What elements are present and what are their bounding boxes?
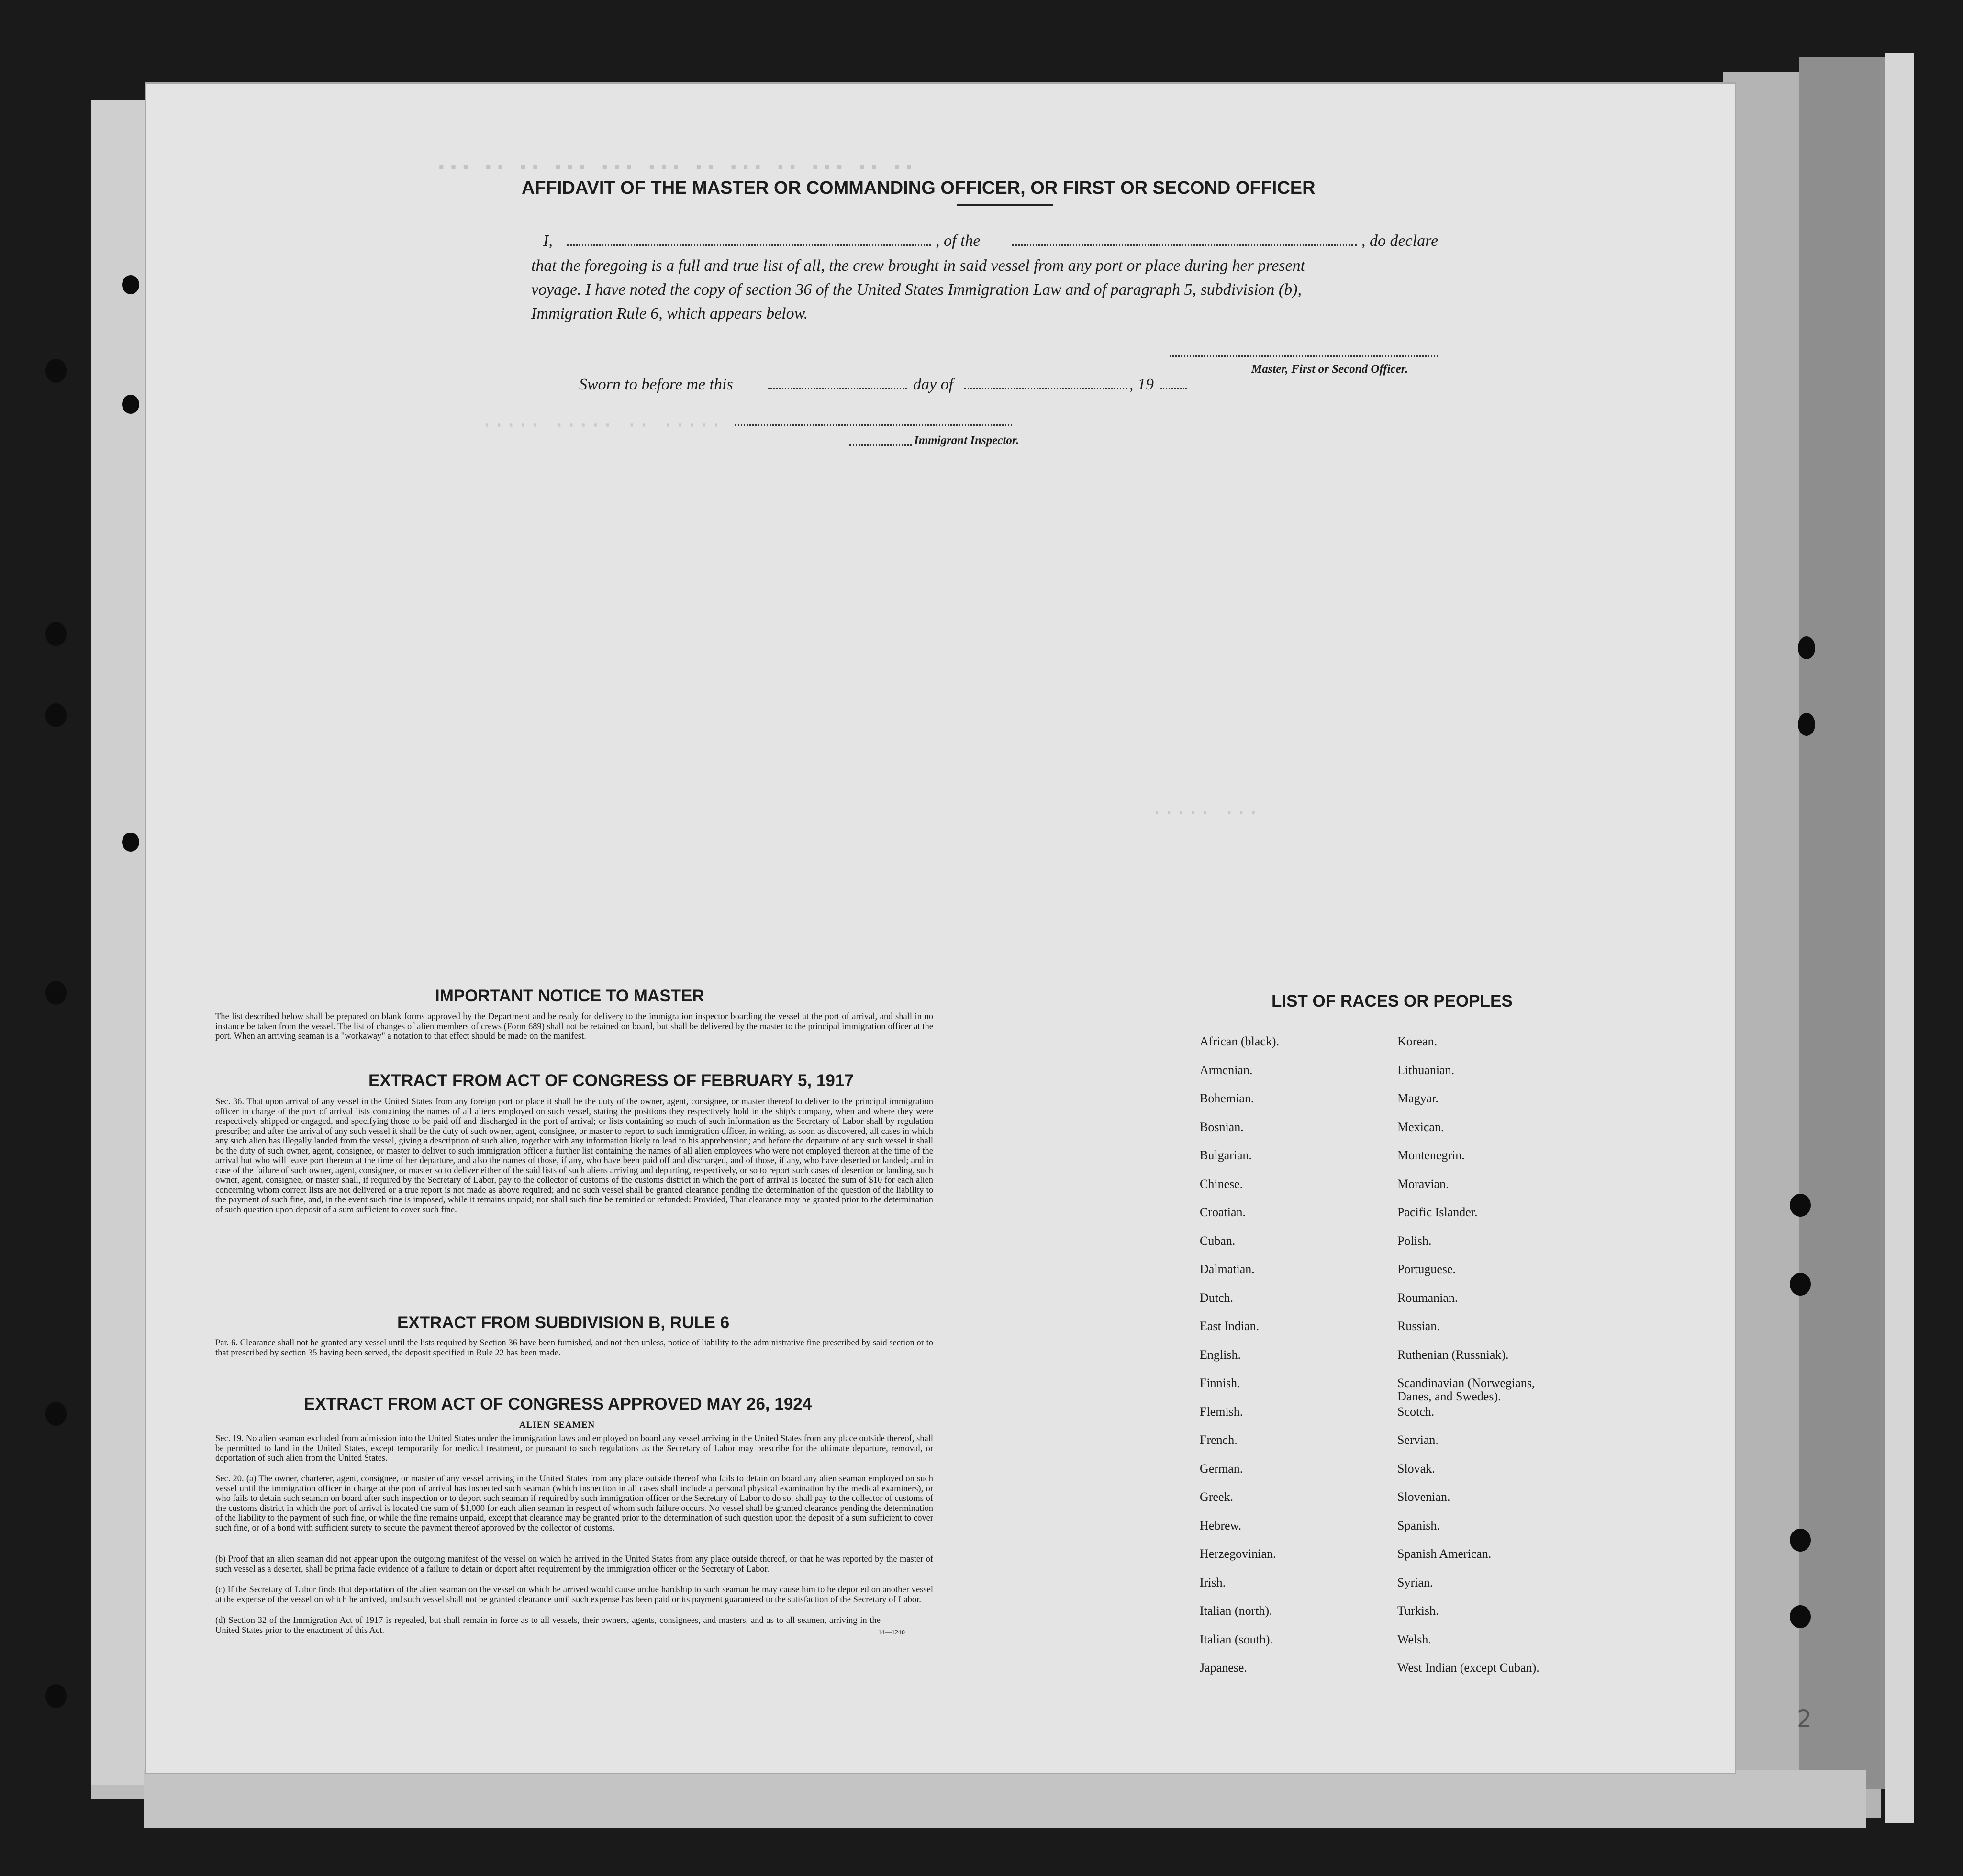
punch-hole [45,359,67,383]
sworn-month-blank[interactable] [964,388,1127,389]
handwritten-page-mark: 2 [1797,1706,1812,1732]
race-item: Syrian. [1397,1575,1433,1589]
punch-hole [1790,1273,1811,1296]
race-item: Slovak. [1397,1461,1435,1476]
race-item: Montenegrin. [1397,1148,1465,1162]
master-signature-line[interactable] [1170,355,1438,357]
extract-1924-sec19: Sec. 19. No alien seaman excluded from admission into the United States under the immigration laws and employed on board any vessel arriving in the United States from any place outside thereof, shall be permitted to land in the United States, except temporarily for medical treatment, or pursuant to such regulations as the Secretary of Labor may prescribe for the ultimate departure, removal, or deportation of such alien from the United States. [215,1434,933,1463]
race-item: French. [1200,1433,1238,1447]
race-item: Armenian. [1200,1063,1253,1077]
punch-hole [1798,713,1815,736]
race-item: German. [1200,1461,1243,1476]
affidavit-title: AFFIDAVIT OF THE MASTER OR COMMANDING OFFICER, OR FIRST OR SECOND OFFICER [522,178,1316,198]
punch-hole [45,981,67,1005]
punch-hole [122,833,139,852]
punch-hole [45,1402,67,1426]
race-item: West Indian (except Cuban). [1397,1661,1539,1675]
inspector-caption-lead [849,444,912,446]
extract-1924-sec20a: Sec. 20. (a) The owner, charterer, agent, consignee, or master of any vessel arriving in the United States from any place outside thereof who fails to detain on board any alien seaman employed on such vessel until the immigration officer in charge at the port of arrival has inspected such seaman (which inspection in all cases shall include a personal physical examination by the medical examiners), or who fails to detain such seaman on board after such inspection or to deport such seaman if required by such immigration officer or the Secretary of Labor to do so, shall pay to the collector of customs of the customs district in which the port of arrival is located the sum of $1,000 for each alien seaman in respect of whom such failure occurs. No vessel shall be granted clearance pending the determination of the liability to the payment of such fine, or while the fine remains unpaid, except that clearance may be granted prior to the determination of such question upon the deposit of a sum sufficient to cover such fine, or of a bond with sufficient surety to secure the payment thereof approved by the collector of customs. [215,1474,933,1533]
affidavit-declare: , do declare [1361,232,1439,250]
race-item: Croatian. [1200,1205,1246,1219]
punch-hole [45,622,67,646]
race-item: Pacific Islander. [1397,1205,1478,1219]
affidavit-i: I, [543,232,553,250]
race-item: Flemish. [1200,1404,1243,1419]
affidavit-line-3: voyage. I have noted the copy of section 36 of the United States Immigration Law and of paragraph 5, subdivision (b), [531,281,1302,299]
extract-1924-heading: EXTRACT FROM ACT OF CONGRESS APPROVED MAY 26, 1924 [304,1395,812,1413]
race-item: Hebrew. [1200,1518,1242,1532]
extract-rule6-text: Par. 6. Clearance shall not be granted any vessel until the lists required by Section 36 have been furnished, and not then unless, notice of liability to the administrative fine prescribed by said section or to that prescribed by section 35 having been served, the deposit specified in Rule 22 has been made. [215,1338,933,1358]
race-item: Servian. [1397,1433,1439,1447]
race-item: Slovenian. [1397,1490,1450,1504]
race-item: Mexican. [1397,1120,1444,1134]
race-item: Bohemian. [1200,1091,1254,1105]
race-item: Bulgarian. [1200,1148,1252,1162]
day-of-text: day of [913,376,954,393]
race-item: English. [1200,1347,1241,1362]
race-item: Scandinavian (Norwegians, Danes, and Swedes). [1397,1376,1535,1403]
extract-1924-sec20c: (c) If the Secretary of Labor finds that deportation of the alien seaman on the vessel on which he arrived would cause undue hardship to such seaman he may cause him to be deported on another vessel at the expense of the vessel on which he arrived, and such vessel shall not be granted clearance until such expense has been paid or its payment guaranteed to the satisfaction of the Secretary of Labor. [215,1585,933,1605]
race-item: Ruthenian (Russniak). [1397,1347,1509,1362]
race-item: Russian. [1397,1319,1440,1333]
race-item: Dalmatian. [1200,1262,1255,1276]
bleed-through-marks: ····· ····· ·· ····· [481,414,723,437]
extract-1917-heading: EXTRACT FROM ACT OF CONGRESS OF FEBRUARY 5, 1917 [368,1071,854,1090]
race-item: Irish. [1200,1575,1226,1589]
race-item: Cuban. [1200,1233,1236,1248]
race-item: Lithuanian. [1397,1063,1455,1077]
crew-manifest-reverse-page [146,84,1812,1773]
punch-hole [45,1684,67,1708]
name-blank[interactable] [567,244,931,246]
title-rule [957,204,1053,206]
punch-hole [1790,1194,1811,1217]
race-item: Korean. [1397,1034,1438,1048]
race-item: Roumanian. [1397,1290,1458,1305]
bleed-through-header: ·· ·· ··· ·· ··· ·· ··· ··· ··· ·· ·· ··· [433,151,913,182]
punch-hole [1790,1529,1811,1552]
punch-hole [1798,636,1815,659]
race-item: Chinese. [1200,1177,1243,1191]
master-signature-caption: Master, First or Second Officer. [1251,363,1408,376]
extract-1924-sec20b: (b) Proof that an alien seaman did not appear upon the outgoing manifest of the vessel on which he arrived in the United States from any place outside thereof, or that he was reported by the master of such vessel as a deserter, shall be prima facie evidence of a failure to detain or deport after requirement by the immigration officer or the Secretary of Labor. [215,1554,933,1574]
race-item: Magyar. [1397,1091,1439,1105]
extract-1924-sec20d: (d) Section 32 of the Immigration Act of 1917 is repealed, but shall remain in force as to all vessels, their owners, agents, consignees, and masters, and as to all seamen, arriving in the United States prior to the enactment of this Act. [215,1616,881,1635]
race-item: Scotch. [1397,1404,1435,1419]
affidavit-of-the: , of the [936,232,981,250]
extract-rule6-heading: EXTRACT FROM SUBDIVISION B, RULE 6 [397,1313,730,1332]
notice-heading: IMPORTANT NOTICE TO MASTER [435,987,704,1005]
sworn-year-blank[interactable] [1160,388,1187,389]
race-item: Greek. [1200,1490,1234,1504]
inspector-caption: Immigrant Inspector. [914,434,1019,447]
affidavit-line-4: Immigration Rule 6, which appears below. [531,305,808,322]
punch-hole [122,275,139,294]
race-item: African (black). [1200,1034,1280,1048]
race-item: Italian (south). [1200,1632,1273,1646]
bottom-sheet-strip [144,1770,1866,1828]
inspector-signature-line[interactable] [735,424,1012,426]
races-heading: LIST OF RACES OR PEOPLES [1271,992,1513,1010]
race-item: Portuguese. [1397,1262,1456,1276]
race-item: Polish. [1397,1233,1432,1248]
race-item: Turkish. [1397,1604,1439,1618]
punch-hole [45,703,67,727]
year-text: , 19 [1129,376,1154,393]
race-item: Japanese. [1200,1661,1247,1675]
sworn-day-blank[interactable] [768,388,907,389]
punch-hole [1790,1605,1811,1628]
race-item: Herzegovinian. [1200,1547,1276,1561]
notice-text: The list described below shall be prepared on blank forms approved by the Department and be ready for delivery to the immigration inspector boarding the vessel at the port of arrival, and shall in no instance be taken from the vessel. The list of changes of alien members of crews (Form 689) shall not be retained on board, but shall be delivered by the master to the principal immigration officer at the port. When an arriving seaman is a "workaway" a notation to that effect should be made on the manifest. [215,1012,933,1041]
back-sheet-far-edge [1885,53,1914,1823]
alien-seamen-subheading: ALIEN SEAMEN [519,1420,595,1430]
race-item: Welsh. [1397,1632,1431,1646]
race-item: East Indian. [1200,1319,1260,1333]
bleed-through-marks: ····· ··· [1151,801,1260,824]
sworn-text: Sworn to before me this [579,376,733,393]
race-item: Bosnian. [1200,1120,1244,1134]
affidavit-line-2: that the foregoing is a full and true list of all, the crew brought in said vessel from any port or place during her present [531,257,1305,275]
rank-blank[interactable] [1012,244,1357,246]
form-number: 14—1240 [878,1629,905,1636]
race-item: Moravian. [1397,1177,1449,1191]
punch-hole [122,395,139,414]
extract-1917-text: Sec. 36. That upon arrival of any vessel in the United States from any foreign port or place it shall be the duty of the owner, agent, consignee, or master thereof to deliver to the principal immigration officer in charge of the port of arrival lists containing the names of all aliens employed on such vessel, stating the positions they respectively hold in the ship's company, when and where they were respectively shipped or engaged, and specifying those to be paid off and discharged in the port of arrival; or lists containing so much of such information as the Secretary of Labor shall by regulation prescribe; and after the arrival of any such vessel it shall be the duty of such owner, agent, consignee, or master to report to such immigration officer, in writing, as soon as discovered, all cases in which any such alien has illegally landed from the vessel, giving a description of such alien, together with any information likely to lead to his apprehension; and before the departure of any such vessel it shall be the duty of such owner, agent, consignee, or master to deliver to such immigration officer a further list containing the names of all alien employees who were not employed thereon at the time of the arrival but who will leave port thereon at the time of her departure, and also the names of those, if any, who have been paid off and discharged, and of those, if any, who have deserted or landed; and in case of the failure of such owner, agent, consignee, or master so to deliver either of the said lists of such aliens arriving and departing, respectively, or so to report such cases of desertion or landing, such owner, agent, consignee, or master shall, if required by the Secretary of Labor, pay to the collector of customs of the customs district in which the port of arrival is located the sum of $10 for each alien concerning whom correct lists are not delivered or a true report is not made as above required; and no such vessel shall be granted clearance pending the determination of the question of the liability to the payment of such fine, and, in the event such fine is imposed, while it remains unpaid; nor shall such fine be remitted or refunded: Provided, That clearance may be granted prior to the determination of such question upon deposit of a sum sufficient to cover such fine. [215,1097,933,1215]
race-item: Spanish. [1397,1518,1440,1532]
race-item: Finnish. [1200,1376,1240,1390]
race-item: Dutch. [1200,1290,1234,1305]
race-item: Spanish American. [1397,1547,1492,1561]
race-item: Italian (north). [1200,1604,1272,1618]
